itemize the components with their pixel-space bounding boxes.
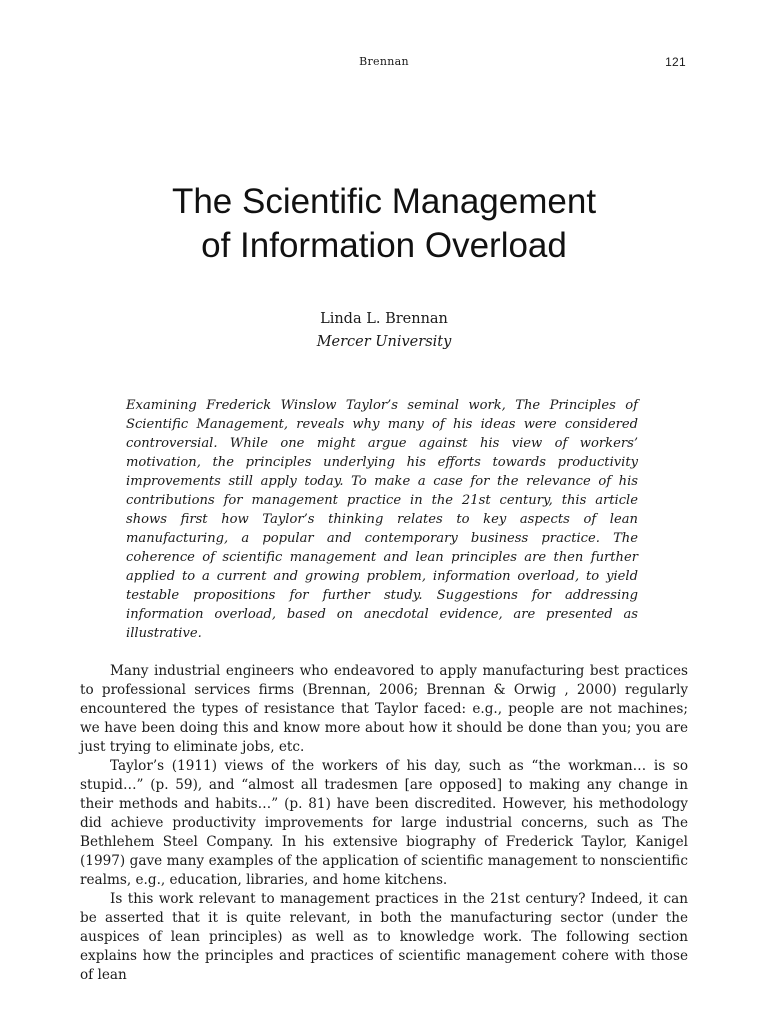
title-line-2: of Information Overload <box>201 226 567 265</box>
page-number: 121 <box>665 55 686 69</box>
byline <box>0 308 768 354</box>
article-title <box>60 180 708 268</box>
paragraph-1: Many industrial engineers who endeavored to apply manufacturing best practices to professional services firms (Brennan, 2006; Brennan & Orwig , 2000) regularly encountered the types of resistance that Taylor faced: e.g., people are not machines; we have been doing this and know more about how it should be done than you; you are just trying to eliminate jobs, etc. <box>80 663 688 755</box>
abstract: Examining Frederick Winslow Taylor’s seminal work, The Principles of Scientific Management, reveals why many of his ideas were considered controversial. While one might argue against his view of workers’ motivation, the principles underlying his efforts towards productivity improvements still apply today. To make a case for the relevance of his contributions for management practice in the 21st century, this article shows first how Taylor’s thinking relates to key aspects of lean manufacturing, a popular and contemporary business practice. The coherence of scientific management and lean principles are then further applied to a current and growing problem, information overload, to yield testable propositions for further study. Suggestions for addressing information overload, based on anecdotal evidence, are presented as illustrative. <box>126 398 638 641</box>
paragraph-2: Taylor’s (1911) views of the workers of his day, such as “the workman… is so stupid…” (p. 59), and “almost all tradesmen [are opposed] to making any change in their methods and habits…” (p. 81) have been discredited. However, his methodology did achieve productivity improvements for large industrial concerns, such as The Bethlehem Steel Company. In his extensive biography of Frederick Taylor, Kanigel (1997) gave many examples of the application of scientific management to nonscientific realms, e.g., education, libraries, and home kitchens. <box>80 758 688 888</box>
paragraph-3: Is this work relevant to management practices in the 21st century? Indeed, it can be asserted that it is quite relevant, in both the manufacturing sector (under the auspices of lean principles) as well as to knowledge work. The following section explains how the principles and practices of scientific management cohere with those of lean <box>80 891 688 983</box>
author-affiliation: Mercer University <box>316 334 452 350</box>
title-line-1: The Scientific Management <box>171 182 597 221</box>
running-author: Brennan <box>359 55 409 68</box>
author-name: Linda L. Brennan <box>320 311 448 327</box>
body-text <box>80 662 688 985</box>
